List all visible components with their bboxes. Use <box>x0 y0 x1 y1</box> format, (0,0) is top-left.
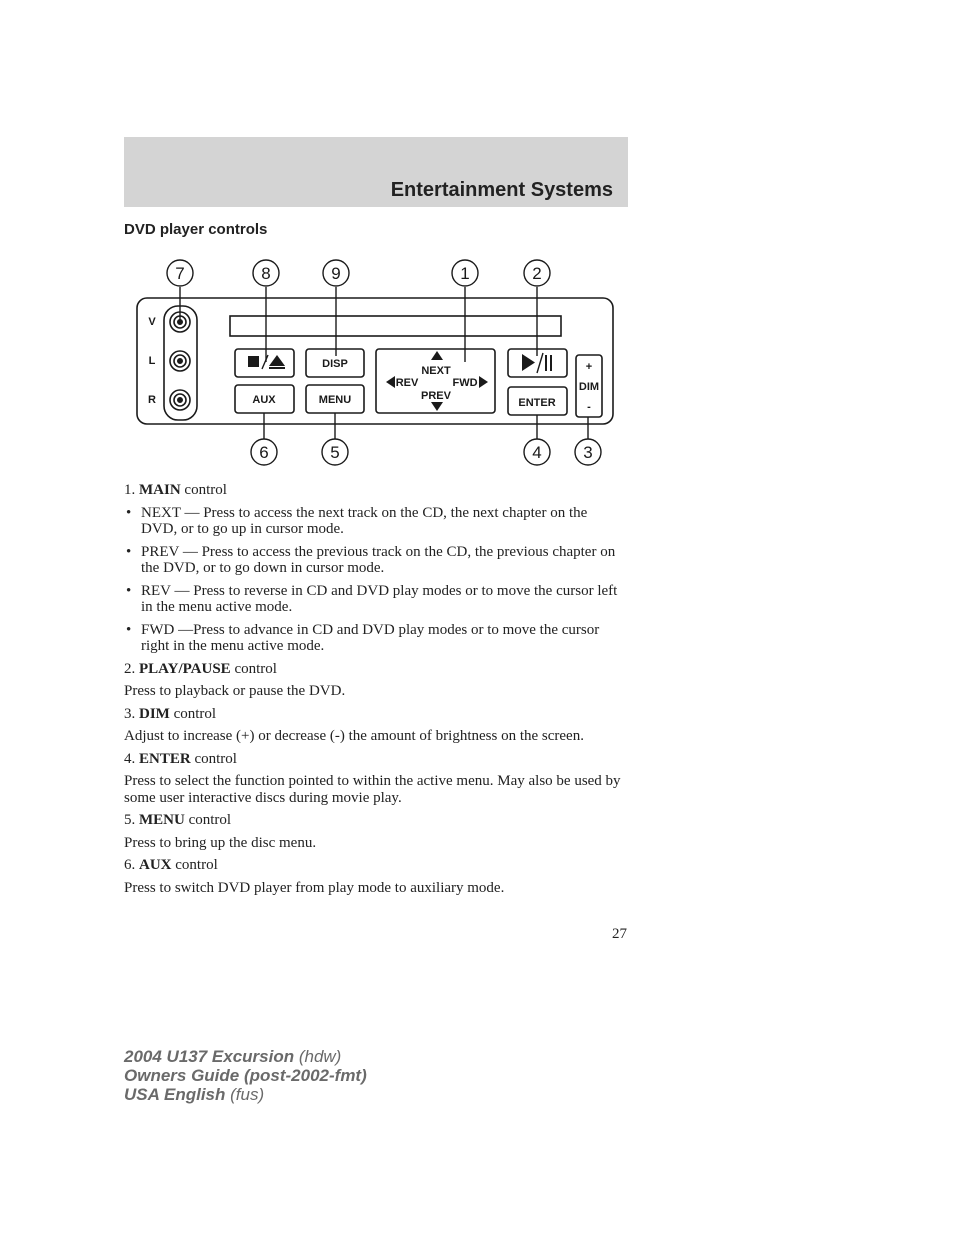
footer-line-2: Owners Guide (post-2002-fmt) <box>124 1066 367 1085</box>
disp-label: DISP <box>322 358 348 370</box>
callout-2-text: 2 <box>532 264 542 283</box>
item-6-title: 6. AUX control <box>124 857 218 873</box>
footer-line-3: USA English (fus) <box>124 1085 265 1104</box>
item-2-desc: Press to playback or pause the DVD. <box>124 683 346 699</box>
rev-label: REV <box>395 377 419 389</box>
item-5-title: 5. MENU control <box>124 812 232 828</box>
eject-icon <box>269 355 285 366</box>
callout-8-text: 8 <box>261 264 271 283</box>
prev-label: PREV <box>421 390 451 402</box>
aux-label: AUX <box>252 394 276 406</box>
footer <box>124 1047 367 1104</box>
main-control-bullets <box>124 505 624 655</box>
body-text <box>124 482 624 902</box>
fwd-arrow-icon <box>479 376 488 388</box>
item-4-title: 4. ENTER control <box>124 750 237 767</box>
pause-icon <box>545 355 547 371</box>
callout-3-text: 3 <box>583 443 593 462</box>
dim-plus-label: + <box>585 361 593 373</box>
item-1-title: 1. MAIN control <box>124 482 227 498</box>
jack-label-r: R <box>148 394 156 406</box>
rev-arrow-icon <box>386 376 395 388</box>
item-3-title: 3. DIM control <box>124 705 217 722</box>
next-arrow-icon <box>431 351 443 360</box>
callout-6-text: 6 <box>259 443 269 462</box>
fwd-label: FWD <box>452 377 478 389</box>
bullet-next: • NEXT — Press to access the next track on the CD, the next chapter on the DVD, or to go up in cursor mode. <box>124 505 624 538</box>
bullet-prev: • PREV — Press to access the previous track on the CD, the previous chapter on the DVD, or to go down in cursor mode. <box>124 544 624 577</box>
jack-label-v: V <box>148 316 156 328</box>
callout-4-text: 4 <box>532 443 542 462</box>
menu-label: MENU <box>318 394 352 406</box>
next-label: NEXT <box>421 365 451 377</box>
item-3-desc: Adjust to increase (+) or decrease (-) the amount of brightness on the screen. <box>124 728 584 744</box>
item-2-title: 2. PLAY/PAUSE control <box>124 660 277 677</box>
bullet-fwd: • FWD —Press to advance in CD and DVD play modes or to move the cursor right in the menu active mode. <box>124 622 624 655</box>
enter-label: ENTER <box>518 397 556 409</box>
item-6-desc: Press to switch DVD player from play mode to auxiliary mode. <box>124 879 505 896</box>
prev-arrow-icon <box>431 402 443 411</box>
stop-icon <box>248 356 259 367</box>
section-heading: DVD player controls <box>124 221 268 238</box>
header-band <box>124 137 628 207</box>
item-4-desc: Press to select the function pointed to within the active menu. May also be used by some user interactive discs during movie play. <box>124 773 621 806</box>
callout-7-text: 7 <box>175 264 185 283</box>
jack-label-l: L <box>148 355 156 367</box>
bullet-rev: • REV — Press to reverse in CD and DVD play modes or to move the cursor left in the menu active mode. <box>124 583 624 616</box>
callout-9-text: 9 <box>331 264 341 283</box>
callout-1-text: 1 <box>460 264 470 283</box>
dim-minus-label: - <box>587 401 591 413</box>
footer-line-1: 2004 U137 Excursion (hdw) <box>124 1047 342 1066</box>
disc-slot <box>230 316 561 336</box>
play-icon <box>522 354 535 371</box>
page-title: Entertainment Systems <box>390 179 613 201</box>
callout-5-text: 5 <box>330 443 340 462</box>
item-5-desc: Press to bring up the disc menu. <box>124 834 317 851</box>
page-number: 27 <box>612 926 627 942</box>
dim-label: DIM <box>578 381 600 393</box>
dvd-player-diagram <box>124 252 614 470</box>
